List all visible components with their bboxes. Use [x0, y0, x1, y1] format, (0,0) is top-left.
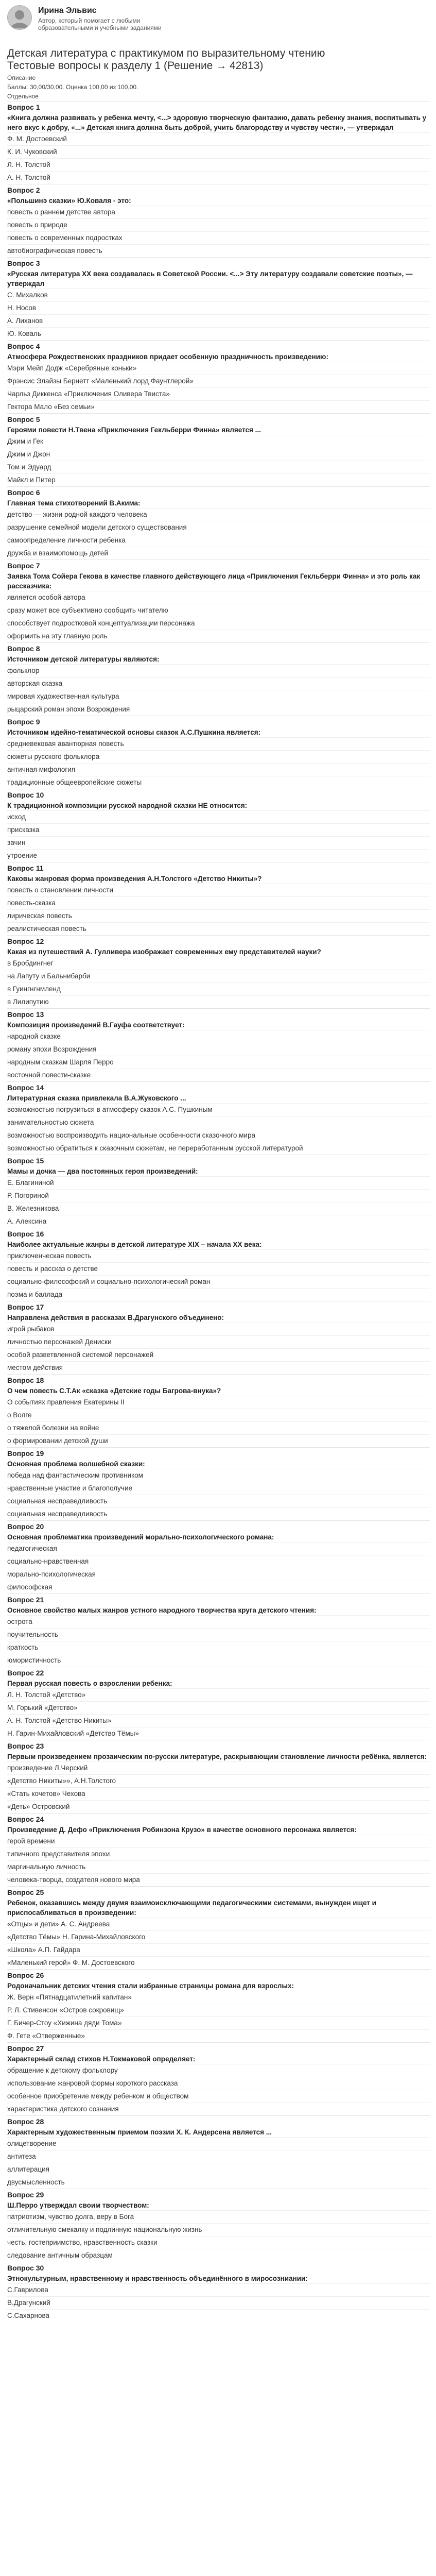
answer-option: характеристика детского сознания — [7, 2103, 430, 2115]
question-block — [7, 935, 430, 1008]
answer-option: дружба и взаимопомощь детей — [7, 547, 430, 560]
answer-option: повесть о современных подростках — [7, 231, 430, 244]
question-number: Вопрос 24 — [7, 1815, 44, 1823]
question-number: Вопрос 8 — [7, 645, 40, 653]
answer-option: герой времени — [7, 1835, 430, 1848]
answer-option: Н. Носов — [7, 301, 430, 314]
answer-option: возможностью воспроизводить национальные особенности сказочного мира — [7, 1129, 430, 1142]
answer-option: острота — [7, 1615, 430, 1628]
question-number: Вопрос 22 — [7, 1669, 44, 1677]
answer-option: Том и Эдуард — [7, 461, 430, 473]
question-text: Источником идейно-тематической основы сказок А.С.Пушкина является: — [7, 728, 261, 736]
answer-option: приключенческая повесть — [7, 1249, 430, 1262]
answer-option: «Детство Тёмы» Н. Гарина-Михайловского — [7, 1930, 430, 1943]
answer-option: поэма и баллада — [7, 1288, 430, 1301]
answer-option: В. Железникова — [7, 1202, 430, 1215]
question-number: Вопрос 5 — [7, 415, 40, 423]
question-block — [7, 1301, 430, 1374]
author-avatar[interactable] — [7, 5, 32, 30]
answer-option: Л. Н. Толстой «Детство» — [7, 1688, 430, 1701]
question-block — [7, 413, 430, 486]
answer-option: сразу может все субъективно сообщить читателю — [7, 604, 430, 617]
question-block — [7, 716, 430, 789]
question-number: Вопрос 18 — [7, 1376, 44, 1384]
answer-option: А. Н. Толстой «Детство Никиты» — [7, 1714, 430, 1727]
answer-option: восточной повести-сказке — [7, 1069, 430, 1081]
answer-option: возможностью погрузиться в атмосферу сказок А.С. Пушкиным — [7, 1103, 430, 1116]
answer-option: о тяжелой болезни на войне — [7, 1421, 430, 1434]
question-block — [7, 486, 430, 560]
answer-option: нравственные участие и благополучие — [7, 1482, 430, 1495]
answer-option: сюжеты русского фольклора — [7, 750, 430, 763]
answer-option: повесть и рассказ о детстве — [7, 1262, 430, 1275]
answer-option: Ю. Коваль — [7, 327, 430, 340]
description-label: Описание — [7, 74, 36, 81]
answer-option: «Маленький герой» Ф. М. Достоевского — [7, 1956, 430, 1969]
question-block — [7, 1447, 430, 1520]
answer-option: патриотизм, чувство долга, веру в Бога — [7, 2210, 430, 2223]
question-number: Вопрос 27 — [7, 2044, 44, 2053]
answer-option: аллитерация — [7, 2163, 430, 2176]
answer-option: особой разветвленной системой персонажей — [7, 1348, 430, 1361]
answer-option: Е. Благининой — [7, 1176, 430, 1189]
answer-option: Джим и Гек — [7, 435, 430, 448]
question-text: Характерный склад стихов Н.Токмаковой определяет: — [7, 2055, 196, 2063]
answer-option: отличительную смекалку и подлинную национальную жизнь — [7, 2223, 430, 2236]
question-number: Вопрос 10 — [7, 791, 44, 799]
answer-option: самоопределение личности ребенка — [7, 534, 430, 547]
answer-option: социальная несправедливость — [7, 1495, 430, 1507]
question-block — [7, 1813, 430, 1886]
question-number: Вопрос 1 — [7, 103, 40, 111]
answer-option: использование жанровой формы короткого рассказа — [7, 2077, 430, 2090]
question-block — [7, 101, 430, 184]
question-text: Этнокультурным, нравственному и нравственность объединённого в миросозниании: — [7, 2275, 308, 2282]
question-block — [7, 1886, 430, 1969]
answer-option: Ф. М. Достоевский — [7, 132, 430, 145]
answer-option: присказка — [7, 823, 430, 836]
answer-option: олицетворение — [7, 2137, 430, 2150]
question-text: Источником детской литературы являются: — [7, 655, 160, 663]
question-block — [7, 1520, 430, 1594]
document-subtitle-line: Тестовые вопросы к разделу 1 (Решение → 42813) — [7, 60, 264, 72]
answer-option: возможностью обратиться к сказочным сюжетам, не переработанным русской литературой — [7, 1142, 430, 1155]
answer-option: О событиях правления Екатерины II — [7, 1396, 430, 1409]
question-text: Основная проблема волшебной сказки: — [7, 1460, 145, 1468]
answer-option: средневековая авантюрная повесть — [7, 737, 430, 750]
answer-option: реалистическая повесть — [7, 922, 430, 935]
question-block — [7, 1374, 430, 1447]
answer-option: о Волге — [7, 1409, 430, 1421]
answer-option: на Лапуту и Бальнибарби — [7, 970, 430, 982]
answer-option: юмористичность — [7, 1654, 430, 1667]
answer-option: Л. Н. Толстой — [7, 158, 430, 171]
answer-option: победа над фантастическим противником — [7, 1469, 430, 1482]
question-text: Ш.Перро утверждал своим творчеством: — [7, 2201, 149, 2209]
question-number: Вопрос 19 — [7, 1449, 44, 1458]
question-block — [7, 2189, 430, 2262]
question-number: Вопрос 23 — [7, 1742, 44, 1750]
question-number: Вопрос 12 — [7, 937, 44, 945]
user-icon — [8, 6, 31, 29]
question-number: Вопрос 7 — [7, 562, 40, 570]
answer-option: следование античным образцам — [7, 2249, 430, 2262]
answer-option: С.Сахарнова — [7, 2309, 430, 2322]
question-number: Вопрос 6 — [7, 488, 40, 497]
answer-option: фольклор — [7, 664, 430, 677]
score-stats: Баллы: 30,00/30,00. Оценка 100,00 из 100,00. — [7, 83, 138, 91]
answer-option: двусмысленность — [7, 2176, 430, 2189]
answer-option: утроение — [7, 849, 430, 862]
answer-option: разрушение семейной модели детского существования — [7, 521, 430, 534]
question-text: Основная проблематика произведений морально-психологического романа: — [7, 1533, 274, 1541]
answer-option: Гектора Мало «Без семьи» — [7, 400, 430, 413]
answer-option: честь, гостеприимство, нравственность сказки — [7, 2236, 430, 2249]
answer-option: о формировании детской души — [7, 1434, 430, 1447]
answer-option: местом действия — [7, 1361, 430, 1374]
question-number: Вопрос 2 — [7, 186, 40, 194]
answer-option: антитеза — [7, 2150, 430, 2163]
answer-option: «Отцы» и дети» А. С. Андреева — [7, 1918, 430, 1930]
question-text: Ребенок, оказавшись между двумя взаимоисключающими педагогическими системами, вынужден ищет и приспосабливаться в произведении: — [7, 1899, 376, 1917]
question-text: «Книга должна развивать у ребенка мечту, <...> здоровую творческую фантазию, давать ребенку знания, воспитывать у него вкус к добру, «...» Детская книга должна быть доброй, учить благородству и чувству чести», — утверждал — [7, 114, 427, 131]
answer-option: исход — [7, 810, 430, 823]
answer-option: «Детство Никиты»», А.Н.Толстого — [7, 1774, 430, 1787]
answer-option: в Гуингнгнмленд — [7, 982, 430, 995]
answer-option: народной сказке — [7, 1030, 430, 1043]
answer-option: поучительность — [7, 1628, 430, 1641]
question-number: Вопрос 29 — [7, 2191, 44, 2199]
question-text: Какая из путешествий А. Гулливера изображает современных ему представителей науки? — [7, 948, 321, 956]
question-text: Первая русская повесть о взрослении ребенка: — [7, 1680, 172, 1687]
answer-option: Ф. Гете «Отверженные» — [7, 2029, 430, 2042]
answer-option: является особой автора — [7, 591, 430, 604]
answer-option: В.Драгунский — [7, 2296, 430, 2309]
author-name[interactable]: Ирина Эльвис — [38, 6, 97, 15]
question-block — [7, 560, 430, 642]
answer-option: способствует подростковой концептуализации персонажа — [7, 617, 430, 630]
question-block — [7, 642, 430, 716]
answer-option: морально-психологическая — [7, 1568, 430, 1581]
answer-option: занимательностью сюжета — [7, 1116, 430, 1129]
question-number: Вопрос 17 — [7, 1303, 44, 1311]
answer-option: «Стать кочетов» Чехова — [7, 1787, 430, 1800]
question-number: Вопрос 20 — [7, 1522, 44, 1531]
answer-option: философская — [7, 1581, 430, 1594]
answer-option: оформить на эту главную роль — [7, 630, 430, 642]
answer-option: С. Михалков — [7, 289, 430, 301]
answer-option: зачин — [7, 836, 430, 849]
question-text: Наиболее актуальные жанры в детской литературе XIX – начала XX века: — [7, 1241, 262, 1248]
answer-option: традиционные общеевропейские сюжеты — [7, 776, 430, 789]
answer-option: А. Лиханов — [7, 314, 430, 327]
question-text: Мамы и дочка — два постоянных героя произведений: — [7, 1167, 198, 1175]
question-block — [7, 1740, 430, 1813]
answer-option: обращение к детскому фольклору — [7, 2064, 430, 2077]
question-number: Вопрос 25 — [7, 1888, 44, 1896]
answer-option: Фрэнсис Элайзы Бернетт «Маленький лорд Фаунтлерой» — [7, 375, 430, 387]
questions-list — [7, 101, 430, 2322]
question-block — [7, 1228, 430, 1301]
answer-option: А. Алексина — [7, 1215, 430, 1228]
question-block — [7, 1081, 430, 1155]
answer-option: К. И. Чуковский — [7, 145, 430, 158]
question-block — [7, 862, 430, 935]
question-text: Первым произведением прозаическим по-русски литературе, раскрывающим становление личности ребёнка, является: — [7, 1753, 427, 1760]
answer-label: Отдельное — [7, 93, 39, 100]
answer-option: «Деть» Островский — [7, 1800, 430, 1813]
question-text: «Польшинэ сказки» Ю.Коваля - это: — [7, 197, 131, 205]
answer-option: лирическая повесть — [7, 909, 430, 922]
question-block — [7, 2262, 430, 2322]
author-header — [0, 0, 436, 42]
author-info — [38, 5, 193, 31]
question-number: Вопрос 11 — [7, 864, 44, 872]
document-meta — [7, 73, 430, 101]
question-block — [7, 1969, 430, 2042]
answer-option: краткость — [7, 1641, 430, 1654]
document-title — [7, 47, 430, 72]
author-description: Автор, который помогает с любыми образовательными и учебными заданиями — [38, 17, 162, 31]
question-text: К традиционной композиции русской народной сказки НЕ относится: — [7, 802, 248, 809]
answer-option: Майкл и Питер — [7, 473, 430, 486]
question-number: Вопрос 15 — [7, 1157, 44, 1165]
question-block — [7, 340, 430, 413]
document-title-line: Детская литература с практикумом по выразительному чтению — [7, 47, 325, 59]
question-text: Основное свойство малых жанров устного народного творчества круга детского чтения: — [7, 1606, 317, 1614]
answer-option: Н. Гарин-Михайловский «Детство Тёмы» — [7, 1727, 430, 1740]
question-number: Вопрос 4 — [7, 342, 40, 350]
question-text: Композиция произведений В.Гауфа соответствует: — [7, 1021, 185, 1029]
question-text: Героями повести Н.Твена «Приключения Гекльберри Финна» является ... — [7, 426, 261, 434]
question-number: Вопрос 13 — [7, 1010, 44, 1019]
answer-option: повесть о становлении личности — [7, 884, 430, 896]
answer-option: человека-творца, создателя нового мира — [7, 1873, 430, 1886]
answer-option: роману эпохи Возрождения — [7, 1043, 430, 1056]
answer-option: Джим и Джон — [7, 448, 430, 461]
question-number: Вопрос 3 — [7, 259, 40, 267]
answer-option: маргинальную личность — [7, 1860, 430, 1873]
question-text: Произведение Д. Дефо «Приключения Робинзона Крузо» в качестве основного персонажа является: — [7, 1826, 357, 1834]
question-block — [7, 1667, 430, 1740]
answer-option: социальная несправедливость — [7, 1507, 430, 1520]
answer-option: произведение Л.Черский — [7, 1761, 430, 1774]
answer-option: социально-философский и социально-психологический роман — [7, 1275, 430, 1288]
question-number: Вопрос 30 — [7, 2264, 44, 2272]
answer-option: социально-нравственная — [7, 1555, 430, 1568]
question-text: Родоначальник детских чтения стали избранные страницы романа для взрослых: — [7, 1982, 294, 1990]
answer-option: С.Гаврилова — [7, 2283, 430, 2296]
question-text: Литературная сказка привлекала В.А.Жуковского ... — [7, 1094, 186, 1102]
answer-option: А. Н. Толстой — [7, 171, 430, 184]
answer-option: народным сказкам Шарля Перро — [7, 1056, 430, 1069]
question-number: Вопрос 21 — [7, 1596, 44, 1604]
answer-option: Г. Бичер-Стоу «Хижина дяди Тома» — [7, 2016, 430, 2029]
question-block — [7, 2115, 430, 2189]
answer-option: детство — жизни родной каждого человека — [7, 508, 430, 521]
answer-option: Чарльз Диккенса «Приключения Оливера Твиста» — [7, 387, 430, 400]
question-block — [7, 2042, 430, 2115]
answer-option: мировая художественная культура — [7, 690, 430, 703]
question-text: Каковы жанровая форма произведения А.Н.Толстого «Детство Никиты»? — [7, 875, 262, 883]
answer-option: повесть о раннем детстве автора — [7, 206, 430, 218]
answer-option: авторская сказка — [7, 677, 430, 690]
answer-option: Р. Л. Стивенсон «Остров сокровищ» — [7, 2004, 430, 2016]
answer-option: типичного представителя эпохи — [7, 1848, 430, 1860]
answer-option: в Лилипутию — [7, 995, 430, 1008]
question-number: Вопрос 16 — [7, 1230, 44, 1238]
question-block — [7, 257, 430, 340]
question-number: Вопрос 26 — [7, 1971, 44, 1979]
question-number: Вопрос 9 — [7, 718, 40, 726]
question-number: Вопрос 14 — [7, 1083, 44, 1092]
answer-option: античная мифология — [7, 763, 430, 776]
answer-option: повесть-сказка — [7, 896, 430, 909]
question-block — [7, 1155, 430, 1228]
answer-option: в Бробдингнег — [7, 957, 430, 970]
question-text: Главная тема стихотворений В.Акима: — [7, 499, 141, 507]
question-number: Вопрос 28 — [7, 2117, 44, 2126]
question-block — [7, 1594, 430, 1667]
answer-option: игрой рыбаков — [7, 1323, 430, 1335]
question-text: Заявка Тома Сойера Гекова в качестве главного действующего лица «Приключения Гекльберри Финна» и это роль как рассказчика: — [7, 572, 421, 590]
answer-option: «Школа» А.П. Гайдара — [7, 1943, 430, 1956]
answer-option: автобиографическая повесть — [7, 244, 430, 257]
answer-option: Мэри Мейп Додж «Серебряные коньки» — [7, 362, 430, 375]
question-block — [7, 1008, 430, 1081]
answer-option: педагогическая — [7, 1542, 430, 1555]
answer-option: М. Горький «Детство» — [7, 1701, 430, 1714]
question-text: Атмосфера Рождественских праздников придает особенную праздничность произведению: — [7, 353, 328, 361]
question-text: О чем повесть С.Т.Ак «сказка «Детские годы Багрова-внука»? — [7, 1387, 221, 1395]
answer-option: Р. Погориной — [7, 1189, 430, 1202]
answer-option: личностью персонажей Дениски — [7, 1335, 430, 1348]
question-block — [7, 789, 430, 862]
question-block — [7, 184, 430, 257]
question-text: «Русская литература XX века создавалась в Советской России. <...> Эту литературу создавали советские поэты», — утверждал — [7, 270, 413, 287]
answer-option: рыцарский роман эпохи Возрождения — [7, 703, 430, 716]
answer-option: повесть о природе — [7, 218, 430, 231]
answer-option: особенное приобретение между ребенком и обществом — [7, 2090, 430, 2103]
answer-option: Ж. Верн «Пятнадцатилетний капитан» — [7, 1991, 430, 2004]
question-text: Характерным художественным приемом поэзии Х. К. Андерсена является ... — [7, 2128, 272, 2136]
question-text: Направлена действия в рассказах В.Драгунского объединено: — [7, 1314, 224, 1321]
document-title-text — [7, 47, 430, 72]
